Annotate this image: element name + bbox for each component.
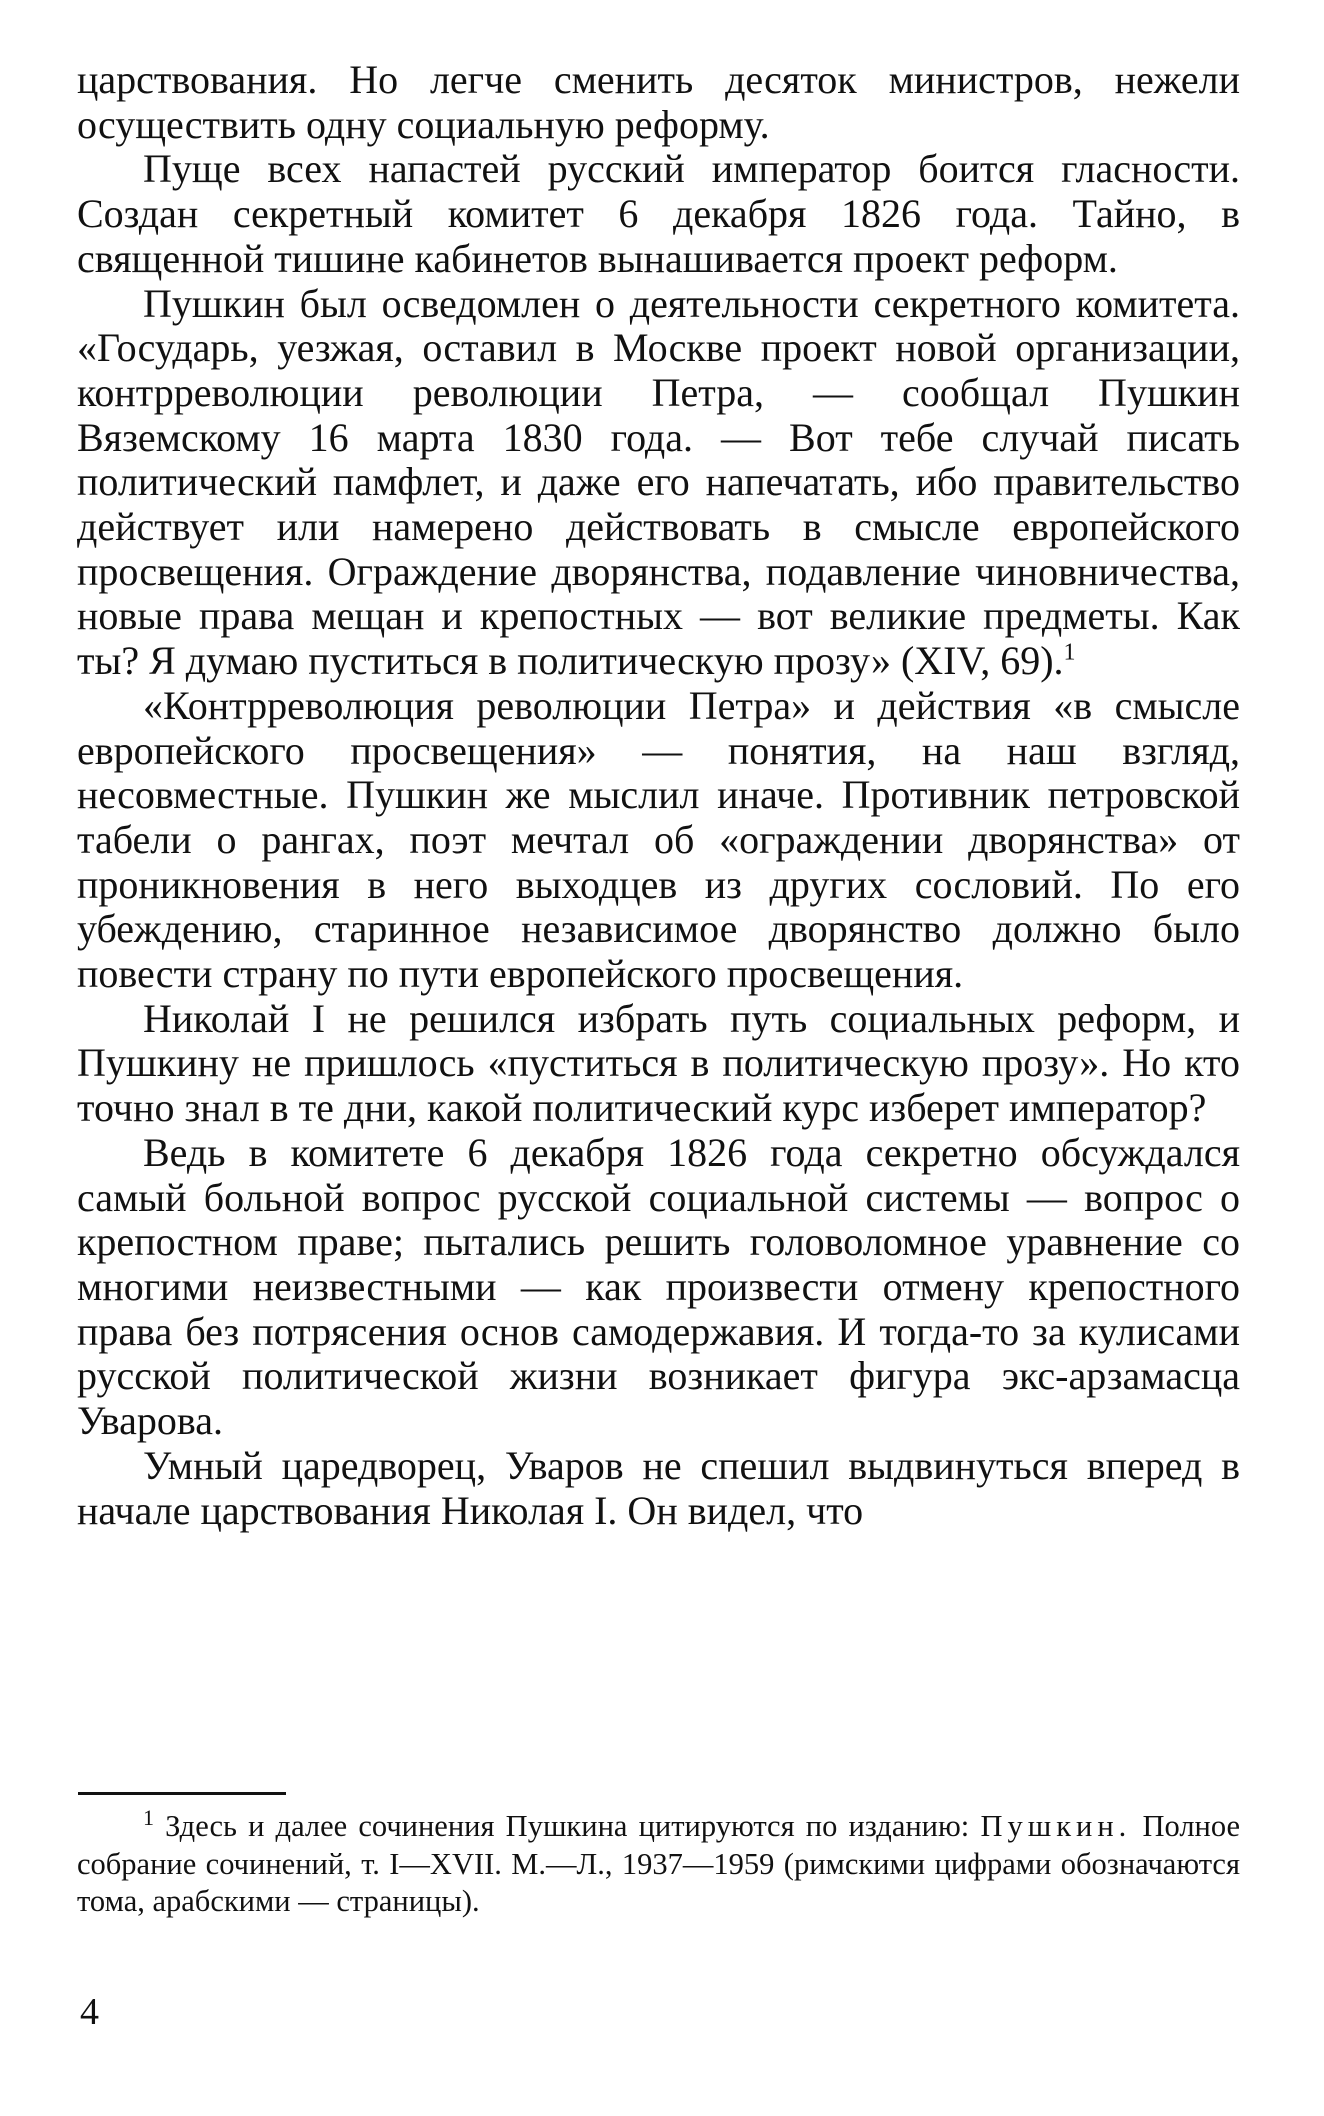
- paragraph-7: Умный царедворец, Уваров не спешил выдвинуться вперед в начале царствования Николая I. Он видел, что: [77, 1442, 1240, 1533]
- paragraph-3: [77, 282, 1240, 684]
- footnote: [77, 1804, 1241, 1921]
- page-number: 4: [80, 1991, 99, 2033]
- paragraph-3-text: Пушкин был осведомлен о деятельности секретного комитета. «Государь, уезжая, оставил в Москве проект новой организации, контрреволюции революции Петра, — сообщал Пушкин Вяземскому 16 марта 1830 года. — Вот тебе случай писать политический памфлет, и даже его напечатать, ибо правительство действует или намерено действовать в смысле европейского просвещения. Ограждение дворянства, подавление чиновничества, новые права мещан и крепостных — вот великие предметы. Как ты? Я думаю пуститься в политическую прозу» (XIV, 69).: [77, 280, 1240, 684]
- paragraph-2: Пуще всех напастей русский император боится гласности. Создан секретный комитет 6 декабря 1826 года. Тайно, в священной тишине кабинетов вынашивается проект реформ.: [77, 146, 1240, 281]
- paragraph-5: Николай I не решился избрать путь социальных реформ, и Пушкину не пришлось «пуститься в политическую прозу». Но кто точно знал в те дни, какой политический курс изберет император?: [77, 995, 1240, 1131]
- footnote-text-after: Полное собрание сочинений, т. I—XVII. М.—Л., 1937—1959 (римскими цифрами обозначаются тома, арабскими — страницы).: [77, 1809, 1241, 1918]
- paragraph-1: царствования. Но легче сменить десяток министров, нежели осуществить одну социальную реформу.: [77, 57, 1240, 147]
- paragraph-4: «Контрреволюция революции Петра» и действия «в смысле европейского просвещения» — понятия, на наш взгляд, несовместные. Пушкин же мыслил иначе. Противник петровской табели о рангах, поэт мечтал об «ограждении дворянства» от проникновения в него выходцев из других сословий. По его убеждению, старинное независимое дворянство должно было повести страну по пути европейского просвещения.: [77, 682, 1240, 997]
- main-text: [77, 58, 1240, 1533]
- footnote-reference: 1: [1063, 639, 1076, 666]
- footnote-number: 1: [143, 1804, 154, 1830]
- paragraph-6: Ведь в комитете 6 декабря 1826 года секретно обсуждался самый больной вопрос русской социальной системы — вопрос о крепостном праве; пытались решить головоломное уравнение со многими неизвестными — как произвести отмену крепостного права без потрясения основ самодержавия. И тогда-то за кулисами русской политической жизни возникает фигура экс-арзамасца Уварова.: [77, 1129, 1240, 1444]
- footnote-text-before: Здесь и далее сочинения Пушкина цитируются по изданию:: [165, 1809, 970, 1843]
- footnote-author: Пушкин.: [980, 1809, 1132, 1843]
- footnote-divider: [78, 1792, 286, 1795]
